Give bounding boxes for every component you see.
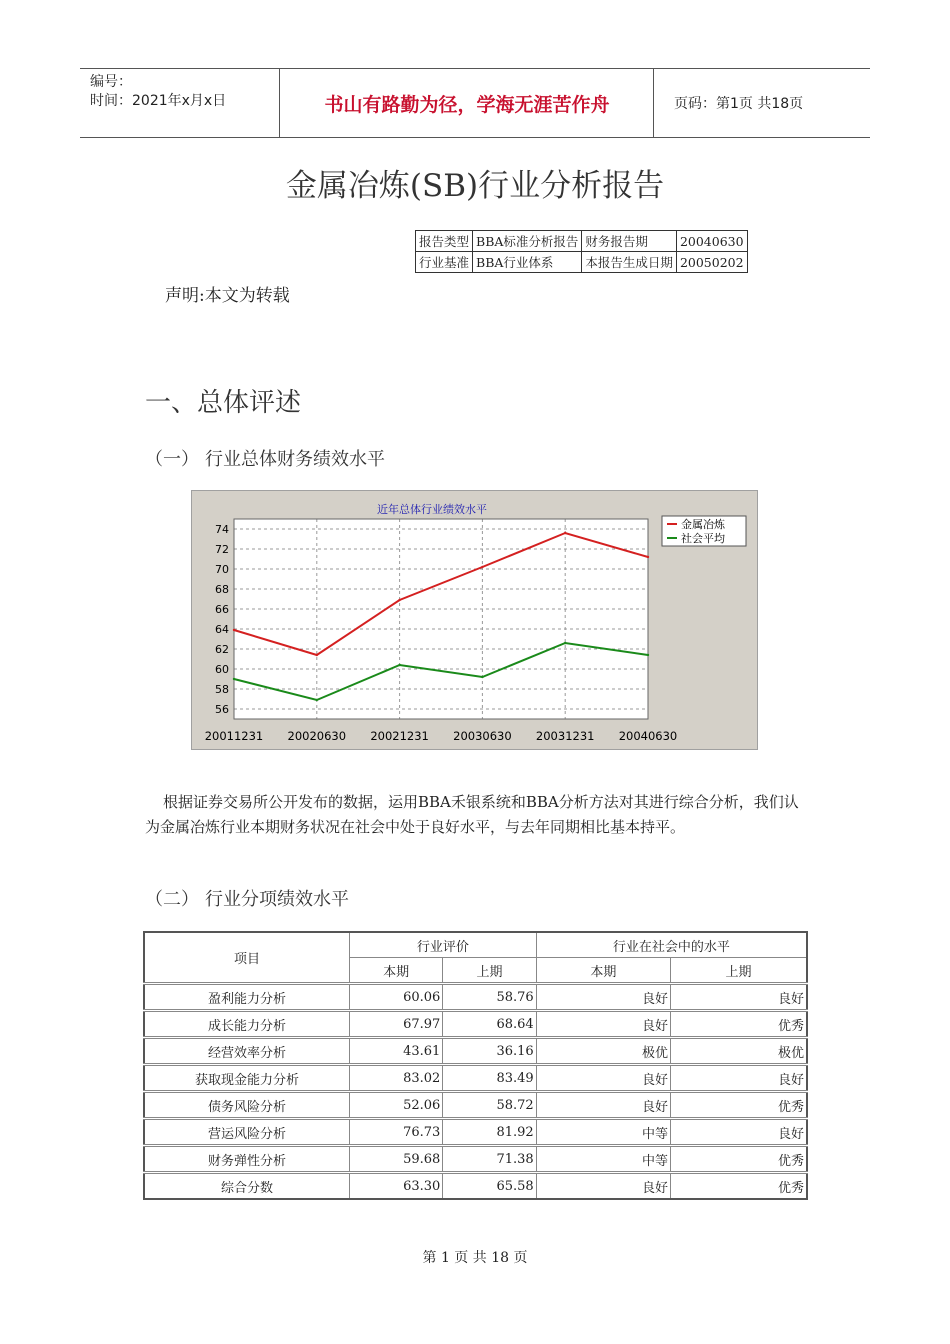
level-current: 良好 [536, 1011, 670, 1038]
row-name: 财务弹性分析 [144, 1146, 350, 1173]
row-name: 营运风险分析 [144, 1119, 350, 1146]
table-row [144, 1038, 807, 1065]
level-previous: 优秀 [670, 1011, 807, 1038]
level-current: 良好 [536, 1065, 670, 1092]
table-row [144, 984, 807, 1011]
level-current: 良好 [536, 1092, 670, 1119]
col-header: 上期 [670, 958, 807, 984]
level-current: 良好 [536, 1173, 670, 1200]
page-label: 页码：第1页 共18页 [674, 96, 804, 112]
row-name: 经营效率分析 [144, 1038, 350, 1065]
data-point [564, 532, 566, 534]
row-name: 债务风险分析 [144, 1092, 350, 1119]
analysis-paragraph: 根据证券交易所公开发布的数据，运用BBA禾银系统和BBA分析方法对其进行综合分析，我们认为金属冶炼行业本期财务状况在社会中处于良好水平，与去年同期相比基本持平。 [145, 793, 799, 836]
header-motto: 书山有路勤为径，学海无涯苦作舟 [281, 69, 654, 137]
table-row [144, 1092, 807, 1119]
meta-row [416, 252, 748, 273]
section-heading: 一、总体评述 [145, 388, 302, 418]
x-tick-label: 20021231 [370, 729, 429, 743]
table-row [144, 1011, 807, 1038]
meta-cell: 财务报告期 [582, 231, 677, 252]
level-previous: 优秀 [670, 1173, 807, 1200]
chart-title: 近年总体行业绩效水平 [377, 503, 487, 516]
page-header [80, 68, 870, 138]
report-meta-table [415, 230, 748, 273]
y-tick-label: 56 [215, 703, 229, 716]
table-header-row [144, 932, 807, 958]
level-current: 中等 [536, 1119, 670, 1146]
data-point [647, 654, 649, 656]
x-tick-label: 20040630 [618, 729, 678, 743]
level-previous: 优秀 [670, 1146, 807, 1173]
y-tick-label: 68 [215, 583, 229, 596]
score-previous: 81.92 [443, 1119, 536, 1146]
meta-cell: 20040630 [676, 231, 747, 252]
data-point [398, 664, 400, 666]
x-tick-label: 20020630 [287, 729, 347, 743]
y-tick-label: 66 [215, 603, 229, 616]
meta-cell: 本报告生成日期 [582, 252, 677, 273]
data-point [647, 556, 649, 558]
meta-cell: BBA行业体系 [473, 252, 582, 273]
meta-cell: 行业基准 [416, 252, 473, 273]
score-previous: 65.58 [443, 1173, 536, 1200]
table-row [144, 1119, 807, 1146]
group-header: 行业评价 [350, 932, 537, 958]
subsection-text: 行业总体财务绩效水平 [205, 449, 385, 470]
score-current: 60.06 [350, 984, 443, 1011]
y-tick-label: 70 [215, 563, 229, 576]
subsection-heading-1 [145, 445, 385, 471]
data-point [481, 566, 483, 568]
code-label: 编号： [90, 74, 132, 90]
document-title: 金属冶炼(SB)行业分析报告 [285, 168, 665, 204]
meta-cell: BBA标准分析报告 [473, 231, 582, 252]
x-tick-label: 20030630 [453, 729, 512, 743]
level-previous: 极优 [670, 1038, 807, 1065]
score-current: 67.97 [350, 1011, 443, 1038]
page-footer: 第 1 页 共 18 页 [422, 1250, 528, 1266]
data-point [233, 678, 235, 680]
col-header: 上期 [443, 958, 536, 984]
y-tick-label: 72 [215, 543, 229, 556]
level-previous: 良好 [670, 984, 807, 1011]
score-current: 59.68 [350, 1146, 443, 1173]
header-page [664, 69, 870, 137]
data-point [316, 654, 318, 656]
row-name: 盈利能力分析 [144, 984, 350, 1011]
subsection-text: 行业分项绩效水平 [205, 889, 349, 910]
subsection-number: （一） [145, 449, 199, 470]
meta-cell: 报告类型 [416, 231, 473, 252]
y-tick-label: 58 [215, 683, 229, 696]
time-label: 时间：2021年x月x日 [90, 93, 227, 109]
legend-item: 金属冶炼 [681, 518, 725, 531]
x-tick-label: 20011231 [204, 729, 264, 743]
score-previous: 58.76 [443, 984, 536, 1011]
col-item-header: 项目 [144, 932, 350, 984]
level-current: 极优 [536, 1038, 670, 1065]
level-previous: 优秀 [670, 1092, 807, 1119]
y-tick-label: 64 [215, 623, 229, 636]
data-point [564, 642, 566, 644]
table-row [144, 1173, 807, 1200]
data-point [481, 676, 483, 678]
statement: 声明:本文为转载 [165, 286, 290, 306]
subsection-number: （二） [145, 889, 199, 910]
score-current: 83.02 [350, 1065, 443, 1092]
chart-legend [662, 516, 746, 546]
score-previous: 83.49 [443, 1065, 536, 1092]
data-point [233, 629, 235, 631]
score-previous: 71.38 [443, 1146, 536, 1173]
y-tick-label: 60 [215, 663, 229, 676]
meta-row [416, 231, 748, 252]
chart-svg [192, 491, 757, 749]
performance-table [143, 931, 808, 1200]
meta-cell: 20050202 [676, 252, 747, 273]
data-point [316, 699, 318, 701]
level-previous: 良好 [670, 1119, 807, 1146]
row-name: 成长能力分析 [144, 1011, 350, 1038]
y-tick-label: 62 [215, 643, 229, 656]
y-tick-label: 74 [215, 523, 229, 536]
col-header: 本期 [350, 958, 443, 984]
subsection-heading-2 [145, 885, 349, 911]
score-current: 63.30 [350, 1173, 443, 1200]
group-header: 行业在社会中的水平 [536, 932, 807, 958]
data-point [398, 599, 400, 601]
score-current: 76.73 [350, 1119, 443, 1146]
table-row [144, 1146, 807, 1173]
score-previous: 58.72 [443, 1092, 536, 1119]
table-row [144, 1065, 807, 1092]
row-name: 获取现金能力分析 [144, 1065, 350, 1092]
header-info [80, 69, 280, 137]
score-previous: 68.64 [443, 1011, 536, 1038]
score-previous: 36.16 [443, 1038, 536, 1065]
level-previous: 良好 [670, 1065, 807, 1092]
legend-item: 社会平均 [681, 532, 725, 545]
score-current: 52.06 [350, 1092, 443, 1119]
col-header: 本期 [536, 958, 670, 984]
score-current: 43.61 [350, 1038, 443, 1065]
row-name: 综合分数 [144, 1173, 350, 1200]
level-current: 良好 [536, 984, 670, 1011]
level-current: 中等 [536, 1146, 670, 1173]
x-tick-label: 20031231 [535, 729, 595, 743]
performance-chart [191, 490, 758, 750]
